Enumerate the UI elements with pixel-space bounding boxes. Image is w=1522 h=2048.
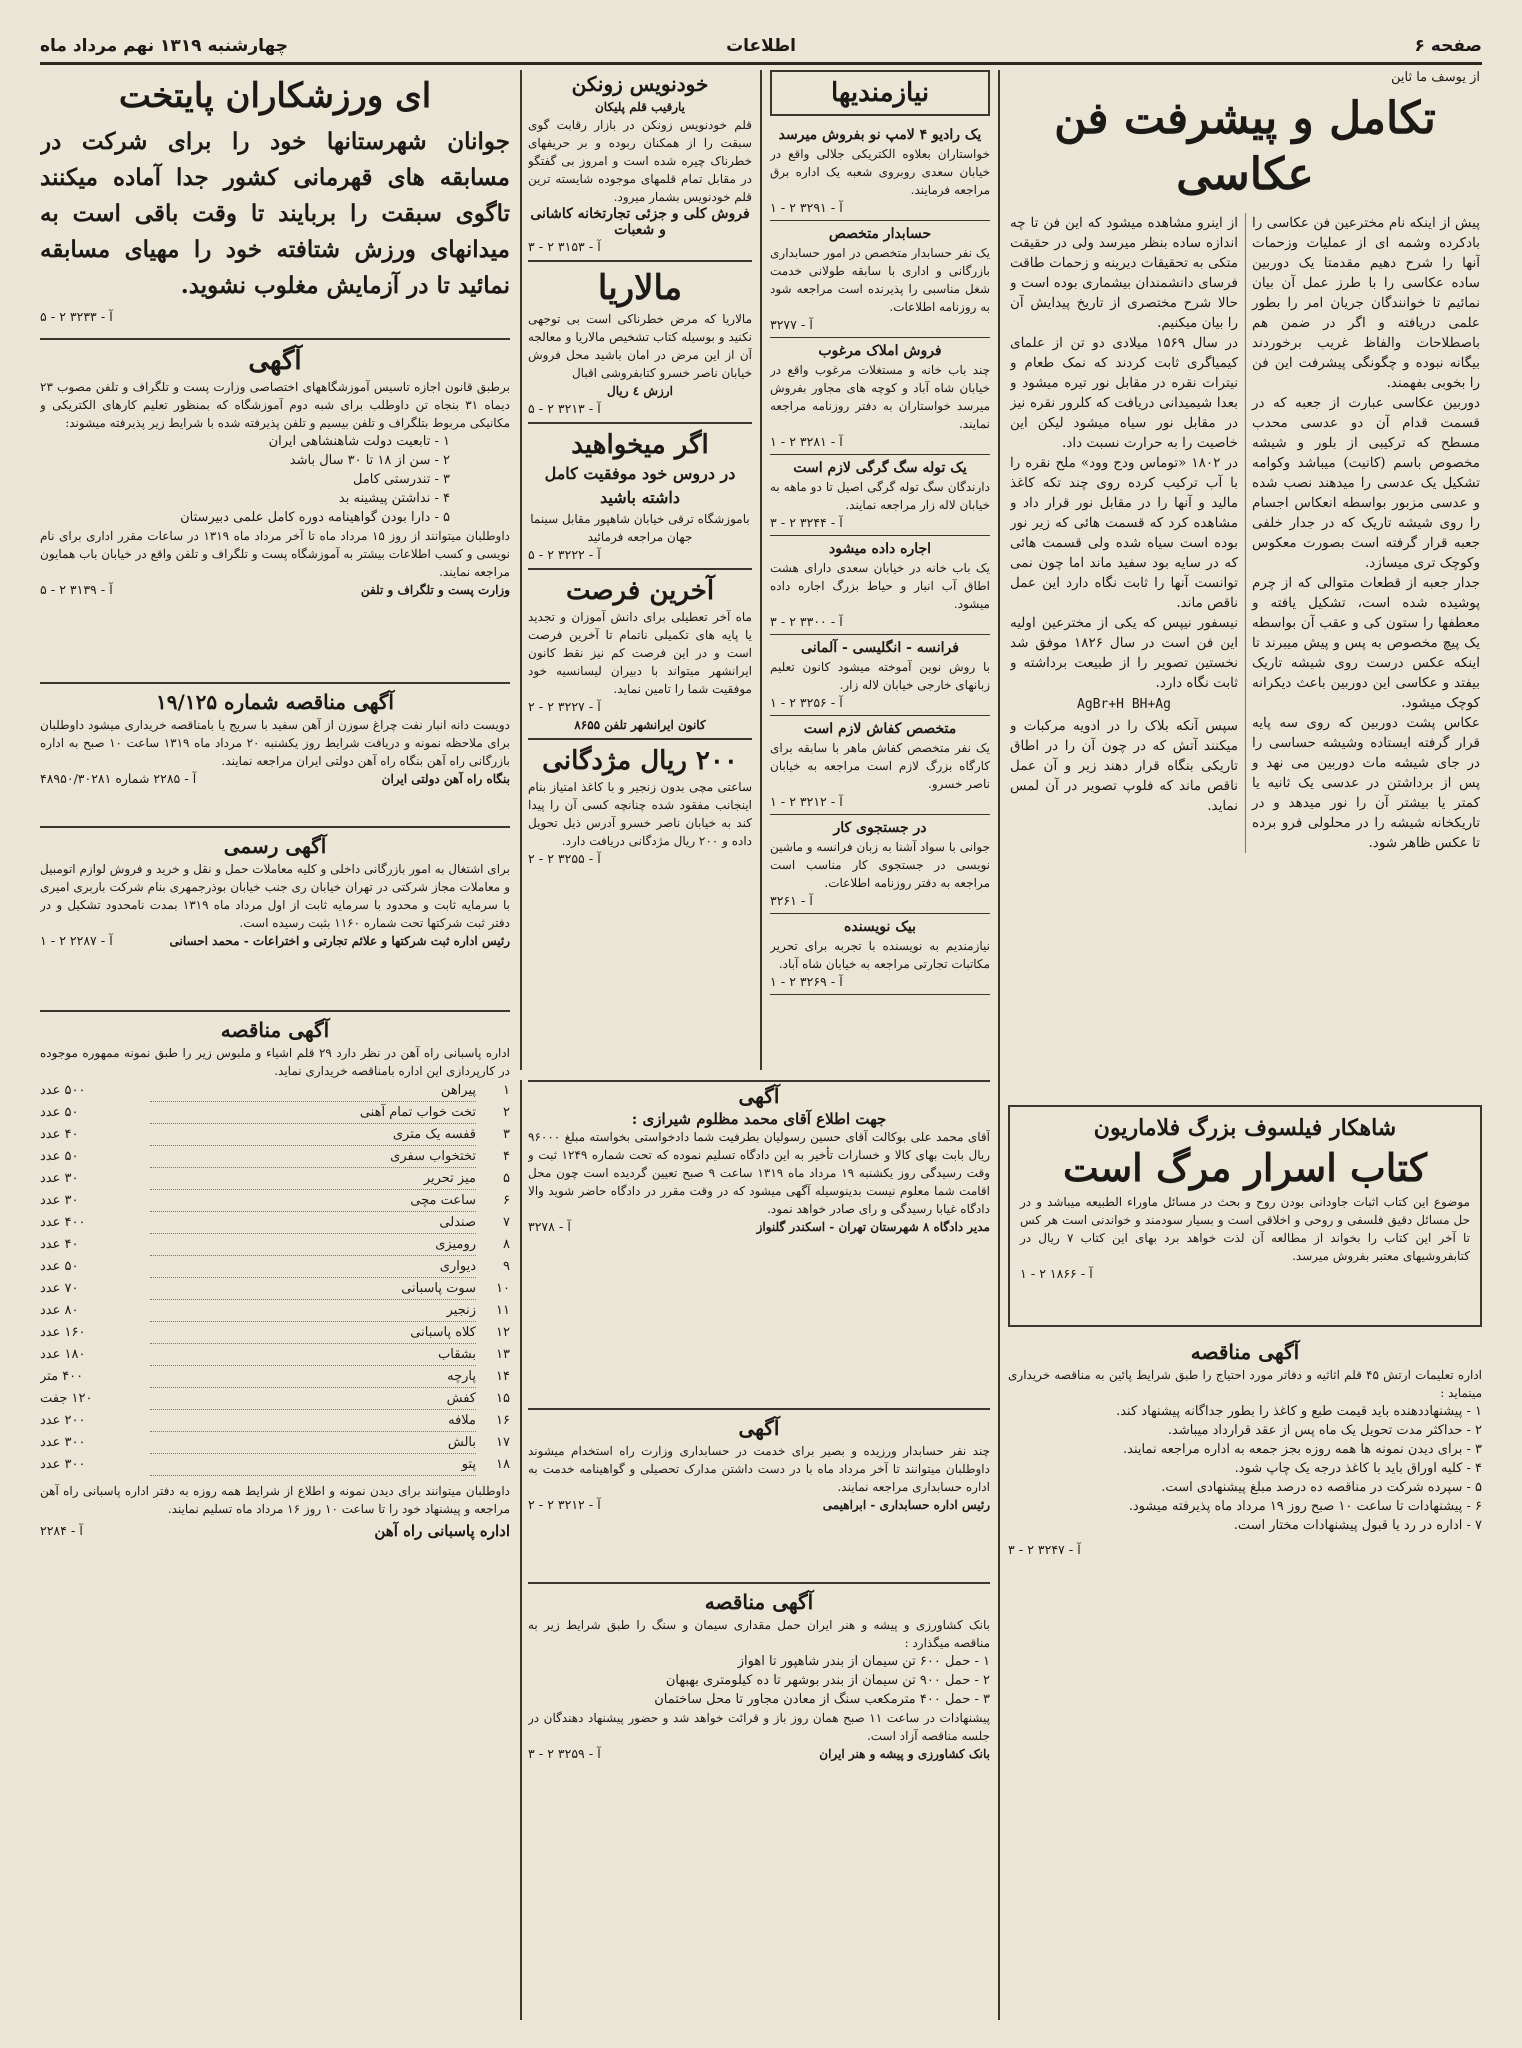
issue-date: چهارشنبه ۱۳۱۹ نهم مرداد ماه [40, 36, 289, 56]
exam-ad-code: آ - ۳۲۲۲ ۲ - ۵ [528, 547, 601, 562]
needs-item-code: آ - ۳۲۵۶ ۲ - ۱ [770, 695, 843, 710]
needs-item-title: فرانسه - انگلیسی - آلمانی [801, 640, 959, 656]
tender-left-row [40, 1278, 510, 1300]
notice-bank-sign: بانک کشاورزی و پیشه و هنر ایران [819, 1747, 990, 1761]
chemical-formula: AgBr+H BH+Ag [1077, 697, 1171, 712]
tender-left-row-number: ۱۶ [496, 1413, 510, 1428]
needs-item [770, 221, 990, 338]
article-paragraph: دوربین عکاسی عبارت از جعبه که در قسمت قدام آن دو عدسی محدب مسطح که ترکیبی از بلور و شیشه مخصوص باسم (کانیت) میباشد وکوامه تشکیل یک عدسی را میدهند نصب شده و عدسی مزبور بواسطه انعکاس اجسام را روی شیشه تاریک که در جدار خلفی جعبه قرار گرفته است بصورت معکوس وکوچک تری میسازد. [1252, 395, 1480, 571]
tender-left-row-qty: ۵۰ عدد [40, 1149, 79, 1164]
needs-item-title: یک توله سگ گرگی لازم است [793, 460, 967, 476]
book-ad-body: موضوع این کتاب اثبات جاودانی بودن روح و بحث در مسائل ماوراء الطبیعه میباشد و در حل مسائل دقیق فلسفی و روحی و اخلاقی است و بسیار سودمند و خواندنی است هر کس تا آخر این کتاب را بخواند از مطالعه آن لذت خواهد برد بهای این کتاب ۷ ریال در کتابفروشیهای معتبر بفروش میرسد. [1020, 1195, 1470, 1263]
malaria-ad-body: مالاریا که مرض خطرناکی است بی توجهی نکنید و بوسیله کتاب تشخیص مالاریا و معالجه آن از این مرض در امان باشید محل فروش خیابان ناصر خسرو کتابفروشی اقبال [528, 312, 752, 380]
photo-article [1010, 70, 1480, 1100]
tender-left-row-number: ۴ [503, 1149, 510, 1164]
notice-bank-body: بانک کشاورزی و پیشه و هنر ایران حمل مقداری سیمان و سنگ را طبق شرایط زیر به مناقصه میگذارد : [528, 1618, 990, 1650]
tender-left-row-qty: ۷۰ عدد [40, 1281, 79, 1296]
sports-ad [40, 70, 510, 340]
tender-right-item: ۳ - برای دیدن نمونه ها همه روزه بجز جمعه به اداره مراجعه نمایند. [1123, 1442, 1482, 1457]
opportunity-ad-sign: کانون ایرانشهر تلفن ۸۶۵۵ [574, 718, 706, 732]
telecom-condition: ۲ - سن از ۱۸ تا ۳۰ سال باشد [289, 453, 450, 468]
notice-accountant-sign: رئیس اداره حسابداری - ابراهیمی [822, 1498, 990, 1512]
tender-left-code: آ - ۲۲۸۴ [40, 1523, 83, 1538]
tender-left-row [40, 1432, 510, 1454]
tender-left-row-number: ۱۱ [496, 1303, 510, 1318]
notice-mazloom-sign: مدیر دادگاه ۸ شهرستان تهران - اسکندر گلنواز [756, 1220, 990, 1234]
tender-left-row-name: صندلی [150, 1212, 476, 1234]
tender-left-row [40, 1256, 510, 1278]
needs-item [770, 815, 990, 914]
needs-item-title: در جستجوی کار [833, 820, 927, 836]
column-rule [520, 1080, 522, 2020]
needs-item [770, 455, 990, 536]
needs-item [770, 338, 990, 455]
telecom-condition: ۳ - تندرستی کامل [352, 472, 450, 487]
book-ad-small-title: شاهکار فیلسوف بزرگ فلاماریون [1093, 1115, 1397, 1141]
exam-ad-body: در دروس خود موفقیت کامل داشته باشید [544, 464, 736, 507]
column-rule [998, 1100, 1000, 2020]
column-rule [998, 70, 1000, 1100]
sports-ad-title: ای ورزشکاران پایتخت [118, 76, 432, 116]
tender-left-row-name: تختخواب سفری [150, 1146, 476, 1168]
tender-left-row [40, 1124, 510, 1146]
official-ad-title: آگهی رسمی [223, 834, 327, 858]
reward-ad-body: ساعتی مچی بدون زنجیر و با کاغذ امتیاز بنام اینجانب مفقود شده چنانچه کسی آن را پیدا کند به خیابان ناصر خسرو آدرس ذیل تحویل داده و ۲۰۰ ریال مژدگانی دریافت دارد. [528, 780, 752, 848]
sports-ad-body: جوانان شهرستانها خود را برای شرکت در مسابقه های قهرمانی کشور جدا آماده میکنند تاگوی سبقت را بربایند تا وقت باقی است به میدانهای ورزش شتافته خود را مهیای مسابقه نمائید تا در آزمایش مغلوب نشوید. [40, 128, 510, 299]
tender-right [1008, 1338, 1482, 2020]
tender-left-row [40, 1344, 510, 1366]
tender-left-row-name: رومیزی [150, 1234, 476, 1256]
column-rule [760, 70, 762, 1070]
pen-ad-subtitle: یارقیب قلم پلیکان [594, 100, 685, 114]
exam-ad [528, 424, 752, 570]
tender-left-row-number: ۱۴ [496, 1369, 510, 1384]
tender-left-row-name: کلاه پاسبانی [150, 1322, 476, 1344]
tender-left-row-qty: ۳۰۰ عدد [40, 1435, 86, 1450]
tender-left-row-qty: ۱۲۰ جفت [40, 1391, 93, 1406]
telecom-ad-sign: وزارت پست و تلگراف و تلفن [360, 583, 510, 597]
notice-accountant [528, 1414, 990, 1584]
tender-right-intro: اداره تعلیمات ارتش ۴۵ قلم اثاثیه و دفاتر مورد احتیاج را طبق شرایط پائین به مناقصه خریداری مینماید : [1008, 1368, 1482, 1400]
tender-left-row-qty: ۳۰ عدد [40, 1193, 79, 1208]
tender-left-row [40, 1410, 510, 1432]
tender-left-row-number: ۳ [503, 1127, 510, 1142]
tender-left-row-number: ۹ [503, 1259, 510, 1274]
needs-item-body: دارندگان سگ توله گرگی اصیل تا دو ماهه به خیابان لاله زار مراجعه نمایند. [770, 480, 990, 512]
article-paragraph: در سال ۱۵۶۹ میلادی دو تن از علمای کیمیاگری ثابت کردند که نمک طعام و نیترات نقره در مقابل نور تیره میشود و بعدا شیمیدانی دریافت که کلرور نقره نیز در مقابل نور سیاه میشود لیکن این خاصیت را به حرارت نسبت داد. [1010, 335, 1238, 451]
tender-left-row-number: ۱۰ [496, 1281, 510, 1296]
official-ad [40, 832, 510, 1012]
tender-left-row [40, 1212, 510, 1234]
needs-item-title: بیک نویسنده [844, 919, 916, 935]
paper-name: اطلاعات [726, 36, 796, 56]
book-ad [1008, 1105, 1482, 1327]
needs-item-title: اجاره داده میشود [828, 541, 932, 557]
masthead-rule [40, 62, 1482, 65]
tender-left-row-name: ساعت مچی [150, 1190, 476, 1212]
malaria-ad-price: ارزش ٤ ریال [607, 384, 673, 398]
official-ad-sign: رئیس اداره ثبت شرکتها و علائم تجارتی و اختراعات - محمد احسانی [169, 934, 510, 948]
book-ad-code: آ - ۱۸۶۶ ۲ - ۱ [1020, 1266, 1093, 1281]
rail-ad-title: آگهی مناقصه شماره ۱۹/۱۲۵ [156, 690, 394, 714]
telecom-ad [40, 344, 510, 684]
tender-left-items [40, 1080, 510, 1476]
rail-ad-code: آ - ۲۲۸۵ شماره ۴۸۹۵۰/۳۰۲۸۱ [40, 771, 197, 786]
notice-bank-item: ۳ - حمل ۴۰۰ مترمکعب سنگ از معادن مجاور تا محل ساختمان [654, 1692, 990, 1707]
tender-left-row-name: دیواری [150, 1256, 476, 1278]
needs-item-title: حسابدار متخصص [828, 226, 932, 242]
needs-item-body: یک باب خانه در خیابان سعدی دارای هشت اطاق آب انبار و حیاط بزرگ اجاره داده میشود. [770, 561, 990, 611]
tender-left-row-number: ۱۷ [496, 1435, 510, 1450]
needs-item-body: نیازمندیم به نویسنده با تجربه برای تحریر مکاتبات تجارتی مراجعه به خیابان شاه آباد. [770, 939, 990, 971]
article-paragraph: پیش از اینکه نام مخترعین فن عکاسی را بادکرده وشمه ای از عملیات وزحمات آنها را شرح دهیم مقدمتا یک دوربین ساده عکاسی را با طرز عمل آن بیان نمائیم تا خوانندگان جریان امر را بطور علمی دریافته و اگر در ضمن هم باصطلاحات والفاظ غریب برخوردند بیگانه نبوده و چگونگی پیشرفت این فن را بخوبی بفهمند. [1252, 215, 1480, 391]
needs-item [770, 716, 990, 815]
tender-left-row-name: پتو [150, 1454, 476, 1476]
telecom-ad-conditions [40, 432, 510, 527]
telecom-ad-code: آ - ۳۱۳۹ ۲ - ۵ [40, 582, 113, 597]
needs-item [770, 914, 990, 995]
tender-left-row-number: ۷ [503, 1215, 510, 1230]
tender-right-item: ۷ - اداره در رد یا قبول پیشنهادات مختار است. [1233, 1518, 1482, 1533]
needs-header: نیازمندیها [830, 78, 930, 108]
article-paragraph: نیسفور نیپس که یکی از مخترعین اولیه این فن است در سال ۱۸۲۶ موفق شد نخستین تصویر را از طبیعت برداشته و ثابت نگاه دارد. [1010, 615, 1238, 691]
article-title: تکامل و پیشرفت فن عکاسی [1054, 93, 1436, 200]
malaria-ad-code: آ - ۳۲۱۳ ۲ - ۵ [528, 401, 601, 416]
notice-bank-code: آ - ۳۲۵۹ ۲ - ۳ [528, 1746, 601, 1761]
reward-ad-code: آ - ۳۲۵۵ ۲ - ۲ [528, 851, 601, 866]
tender-right-item: ۲ - حداکثر مدت تحویل یک ماه پس از عقد قرارداد میباشد. [1167, 1423, 1482, 1438]
rail-ad-sign: بنگاه راه آهن دولتی ایران [381, 772, 510, 786]
needs-item-code: آ - ۳۲۶۱ [770, 893, 813, 908]
tender-right-item: ۱ - پیشنهاددهنده باید قیمت طبع و کاغذ را بطور جداگانه پیشنهاد کند. [1116, 1404, 1482, 1419]
tender-left-row [40, 1454, 510, 1476]
tender-left-row-name: ملافه [150, 1410, 476, 1432]
exam-ad-title: اگر میخواهید [571, 430, 709, 460]
tender-left-row-name: زنجیر [150, 1300, 476, 1322]
tender-left-row-name: بشقاب [150, 1344, 476, 1366]
tender-left-row [40, 1234, 510, 1256]
notice-accountant-body: چند نفر حسابدار ورزیده و بصیر برای خدمت در حسابداری وزارت راه استخدام میشوند داوطلبان میتوانند تا آخر مرداد ماه با در دست داشتن مدارک تحصیلی و گواهینامه خدمت به اداره حسابداری مراجعه نمایند. [528, 1444, 990, 1494]
needs-list [770, 122, 990, 995]
needs-item-code: آ - ۳۲۹۱ ۲ - ۱ [770, 200, 843, 215]
tender-left-row-qty: ۸۰ عدد [40, 1303, 79, 1318]
tender-left-row-name: قفسه یک متری [150, 1124, 476, 1146]
tender-left-row-name: پارچه [150, 1366, 476, 1388]
tender-left-row [40, 1366, 510, 1388]
tender-left-row [40, 1080, 510, 1102]
malaria-ad [528, 262, 752, 424]
tender-left-row-qty: ۴۰ عدد [40, 1237, 79, 1252]
opportunity-ad [528, 570, 752, 740]
sports-ad-code: آ - ۳۲۳۳ ۲ - ۵ [40, 309, 113, 324]
pen-ad-code: آ - ۳۱۵۳ ۲ - ۳ [528, 239, 601, 254]
tender-left-row-number: ۱۲ [496, 1325, 510, 1340]
tender-left-row-number: ۲ [503, 1105, 510, 1120]
tender-left-row-qty: ۵۰ عدد [40, 1259, 79, 1274]
needs-item-title: یک رادیو ۴ لامپ نو بفروش میرسد [778, 127, 982, 143]
tender-left-row [40, 1146, 510, 1168]
rail-ad [40, 688, 510, 828]
reward-ad-title: ۲۰۰ ریال مژدگانی [542, 746, 738, 776]
article-paragraph: در ۱۸۰۲ «توماس ودج وود» ملح نقره را با آب ترکیب کرده روی چند تکه کاغذ مالید و آنها را در مقابل نور قرار داد و مشاهده کرد که قسمت هائی که زیر نور بوده است سیاه شده ولی قسمت هائی که در سایه بود سفید ماند اما چون نمی توانست آنها را ثابت نگاه دارد این عمل ناقص ماند. [1010, 455, 1238, 611]
tender-left-row-name: تخت خواب تمام آهنی [150, 1102, 476, 1124]
needs-item-title: فروش املاک مرغوب [818, 343, 942, 359]
notice-mazloom-body: آقای محمد علی بوکالت آقای حسین رسولیان بطرفیت شما دادخواستی بخواسته مبلغ ۹۶۰۰۰ ریال بابت بهای کالا و خسارات تأخیر به این دادگاه تسلیم نموده که تحت شماره ۱۲۴۹ ثبت و وقت رسیدگی روز یکشنبه ۱۹ مرداد ماه ۱۳۱۹ ساعت ۹ صبح تعیین گردیده است چون محل اقامت شما معلوم نیست بدینوسیله آگهی میشود که در وقت مقرر در دادگاه حاضر شوید والا دادگاه غیابا رسیدگی و رای صادر خواهد نمود. [528, 1130, 990, 1216]
tender-left-row [40, 1190, 510, 1212]
notice-accountant-title: آگهی [738, 1416, 780, 1440]
needs-item-body: جوانی با سواد آشنا به زبان فرانسه و ماشین نویسی در جستجوی کار مناسب است مراجعه به دفتر روزنامه اطلاعات. [770, 840, 990, 890]
notice-bank-title: آگهی مناقصه [704, 1590, 814, 1614]
tender-left-row [40, 1300, 510, 1322]
tender-left-row-number: ۱۳ [496, 1347, 510, 1362]
telecom-condition: ۴ - نداشتن پیشینه بد [338, 491, 450, 506]
needs-item-code: آ - ۳۲۸۱ ۲ - ۱ [770, 434, 843, 449]
rail-ad-body: دویست دانه انبار نفت چراغ سوزن از آهن سفید با سریج یا بامناقصه خریداری میشود داوطلبان برای ملاحظه نمونه و دریافت شرایط روز یکشنبه ۲۰ مرداد ماه ۱۳۱۹ ساعت ۱۰ صبح به اداره بازرگانی راه آهن بنگاه راه آهن دولتی ایران مراجعه نمایند. [40, 718, 510, 768]
tender-left-row-qty: ۲۰۰ عدد [40, 1413, 86, 1428]
tender-left-row-qty: ۱۸۰ عدد [40, 1347, 86, 1362]
tender-left [40, 1016, 510, 2020]
needs-header-box [770, 70, 990, 116]
article-paragraph: سپس آنکه بلاک را در ادویه مرکبات و میکنند آتش که در چون آن را در اطاق تاریکی بنگاه قرار دهند زیر و آن عمل ناقص ماند که فلوپ تصویر در آن لمس نماید. [1010, 718, 1238, 814]
tender-left-row-name: بالش [150, 1432, 476, 1454]
tender-left-row-name: کفش [150, 1388, 476, 1410]
needs-item-title: متخصص کفاش لازم است [803, 721, 957, 737]
exam-ad-extra: باموزشگاه ترقی خیابان شاهپور مقابل سینما جهان مراجعه فرمائید [530, 512, 750, 544]
notice-bank-item: ۱ - حمل ۶۰۰ تن سیمان از بندر شاهپور تا اهواز [737, 1654, 990, 1669]
malaria-ad-title: مالاریا [597, 268, 683, 308]
tender-left-row-number: ۱ [503, 1083, 510, 1098]
tender-left-intro: اداره پاسبانی راه آهن در نظر دارد ۲۹ قلم اشیاء و ملبوس زیر را طبق نمونه ممهوره موجوده در کارپردازی این اداره بامناقصه خریداری نماید. [40, 1046, 510, 1078]
tender-left-title: آگهی مناقصه [220, 1018, 330, 1042]
tender-left-row-name: میز تحریر [150, 1168, 476, 1190]
needs-item-body: خواستاران بعلاوه الکتریکی جلالی واقع در خیابان سعدی روبروی شعبه یک اداره برق مراجعه فرمایند. [770, 147, 990, 197]
notice-bank [528, 1588, 990, 2020]
official-ad-body: برای اشتغال به امور بازرگانی داخلی و کلیه معاملات حمل و نقل و خرید و فروش لوازم اتومبیل و معاملات مجاز شرکتی در تهران خیابان ری جنب خیابان بوذرجمهری بنام شرکت باربری امیری با سرمایه ثابت و محدود با سرمایه ثابت از اول مرداد ماه ۱۳۱۹ بمدت نامحدود تشکیل و در دفتر ثبت شرکتها تحت شماره ۱۱۶۰ بثبت رسیده است. [40, 862, 510, 930]
pen-ad [528, 70, 752, 262]
tender-left-row-qty: ۴۰ عدد [40, 1127, 79, 1142]
tender-right-title: آگهی مناقصه [1190, 1340, 1300, 1364]
tender-left-row [40, 1168, 510, 1190]
pen-ad-body: قلم خودنویس زونکن در بازار رقابت گوی سبقت را از همکنان ربوده و بر حریفهای خطرناک چیره شده است و امروز بی گفتگو در مقابل تمام قلمهای موجوده شایسته ترین قلم خودنویس بشمار میرود. [528, 118, 752, 204]
tender-left-row-qty: ۴۰۰ متر [40, 1369, 84, 1384]
tender-left-row-name: پیراهن [150, 1080, 476, 1102]
column-rule [520, 70, 522, 1070]
needs-item-code: آ - ۳۲۶۹ ۲ - ۱ [770, 974, 843, 989]
article-kicker: از یوسف ما ثاین [1391, 70, 1480, 85]
tender-left-row-number: ۸ [503, 1237, 510, 1252]
official-ad-code: آ - ۲۲۸۷ ۲ - ۱ [40, 933, 113, 948]
needs-item [770, 635, 990, 716]
tender-left-row-qty: ۵۰۰ عدد [40, 1083, 86, 1098]
article-paragraph: از اینرو مشاهده میشود که این فن تا چه اندازه ساده بنظر میرسد ولی در حقیقت متکی به تحقیقات دیرینه و زحمات طاقت فرسای دانشمندان بیشماری بوده است و حالا شرح مختصری از تاریخ پیدایش آن را بیان میکنیم. [1010, 215, 1238, 331]
tender-left-row [40, 1322, 510, 1344]
tender-left-row-qty: ۱۶۰ عدد [40, 1325, 86, 1340]
needs-item-code: آ - ۳۲۱۲ ۲ - ۱ [770, 794, 843, 809]
tender-left-sign: اداره پاسبانی راه آهن [374, 1522, 510, 1540]
notice-mazloom [528, 1080, 990, 1410]
tender-right-item: ۶ - پیشنهادات تا ساعت ۱۰ صبح روز ۱۹ مرداد ماه پذیرفته میشود. [1128, 1499, 1482, 1514]
opportunity-ad-body: ماه آخر تعطیلی برای دانش آموزان و تجدید یا پایه های تکمیلی ناتمام تا آخرین فرصت است و در این فرصت کم نیز نقط کانون ایرانشهر میتواند با دبیران لیسانسیه خود موفقیت شما را تامین نماید. [528, 610, 752, 696]
needs-column [770, 70, 990, 1070]
pen-ad-title: خودنویس زونکن [571, 72, 709, 96]
tender-left-row-number: ۱۵ [496, 1391, 510, 1406]
masthead [40, 36, 1482, 62]
telecom-ad-intro: برطبق قانون اجازه تاسیس آموزشگاههای اختصاصی وزارت پست و تلگراف و تلفن مصوب ۲۳ دیماه ۳۱ بنجاه تن داوطلب برای شبه دوم آموزشگاه که بمنظور تعلیم کارهای الکتریکی و مکانیکی مربوط بتلگراف و تلفن بیسیم و تلفن پذیرفته شده با شرایط زیر پذیرفته میشوند: [40, 380, 510, 430]
notice-bank-outro: پیشنهادات در ساعت ۱۱ صبح همان روز باز و قرائت خواهد شد و حضور پیشنهاد دهندگان در جلسه مناقصه آزاد است. [528, 1711, 990, 1743]
tender-left-row-number: ۶ [503, 1193, 510, 1208]
telecom-ad-title: آگهی [248, 346, 302, 376]
notice-accountant-code: آ - ۳۲۱۲ ۲ - ۲ [528, 1497, 601, 1512]
needs-item-body: چند باب خانه و مستغلات مرغوب واقع در خیابان شاه آباد و کوچه های مجاور بفروش میرسد خواستاران به دفتر روزنامه مراجعه نمایند. [770, 363, 990, 431]
telecom-condition: ۵ - دارا بودن گواهینامه دوره کامل علمی دبیرستان [180, 510, 450, 525]
tender-right-code: آ - ۳۲۴۷ ۲ - ۳ [1008, 1542, 1081, 1557]
tender-left-row-number: ۵ [503, 1171, 510, 1186]
notice-bank-item: ۲ - حمل ۹۰۰ تن سیمان از بندر بوشهر تا ده کیلومتری بهبهان [665, 1673, 990, 1688]
tender-left-outro: داوطلبان میتوانند برای دیدن نمونه و اطلاع از شرایط همه روزه به دفتر اداره پاسبانی راه آهن مراجعه و پیشنهاد خود را تا ساعت ۱۰ روز ۱۶ مرداد ماه تسلیم نمایند. [40, 1484, 510, 1516]
needs-item-body: با روش نوین آموخته میشود کانون تعلیم زبانهای خارجی خیابان لاله زار. [770, 660, 990, 692]
notice-mazloom-subtitle: جهت اطلاع آقای محمد مظلوم شیرازی : [631, 1110, 887, 1128]
tender-left-row-name: سوت پاسبانی [150, 1278, 476, 1300]
tender-left-row [40, 1388, 510, 1410]
middle-ads-column [528, 70, 752, 1070]
needs-item-body: یک نفر متخصص کفاش ماهر با سابقه برای کارگاه بزرگ لازم است مراجعه به خیابان ناصر خسرو. [770, 741, 990, 791]
needs-item-code: آ - ۳۲۷۷ [770, 317, 813, 332]
notice-bank-items [528, 1652, 990, 1709]
article-paragraph: عکاس پشت دوربین که روی سه پایه قرار گرفته ایستاده وشیشه حساسی را در جای شیشه مات دوربین می نهد و پس از برداشتن در عدسی یک ثانیه یا کمتر یا بیشتر آن را نور میدهد و در تاریکخانه شیشه را در محلولی فرو برده تا عکس ظاهر شود. [1252, 715, 1480, 851]
tender-left-row [40, 1102, 510, 1124]
tender-left-row-qty: ۳۰۰ عدد [40, 1457, 86, 1472]
telecom-ad-outro: داوطلبان میتوانند از روز ۱۵ مرداد ماه تا آخر مرداد ماه ۱۳۱۹ در ساعات مقرر اداری برای نام نویسی و کسب اطلاعات بیشتر به آموزشگاه پست و تلگراف و تلفن واقع در خیابان باب همایون مراجعه نمایند. [40, 529, 510, 579]
needs-item-code: آ - ۳۳۰۰ ۲ - ۳ [770, 614, 843, 629]
needs-item [770, 122, 990, 221]
tender-right-item: ۴ - کلیه اوراق باید با کاغذ درجه یک چاپ شود. [1234, 1461, 1482, 1476]
tender-left-row-qty: ۵۰ عدد [40, 1105, 79, 1120]
opportunity-ad-code: آ - ۳۲۲۷ ۲ - ۲ [528, 699, 601, 714]
reward-ad [528, 740, 752, 872]
article-paragraph: جدار جعبه از قطعات متوالی که از چرم پوشیده شده است، تشکیل یافته و معطفها را ستون کی و عقب آن بواسطه یک پیچ مخصوص به پس و پیش میبرند تا اینکه عکس درست روی شیشه تاریک بیفتد و عکاسی این دوربین باعث دیکرانه کوچک میشود. [1252, 575, 1480, 711]
needs-item-code: آ - ۳۲۴۴ ۲ - ۳ [770, 515, 843, 530]
opportunity-ad-title: آخرین فرصت [565, 576, 715, 606]
needs-item-body: یک نفر حسابدار متخصص در امور حسابداری بازرگانی و اداری با سابقه طولانی خدمت شغل مناسبی را پذیرنده است مراجعه شود به روزنامه اطلاعات. [770, 246, 990, 314]
telecom-condition: ۱ - تابعیت دولت شاهنشاهی ایران [268, 434, 450, 449]
tender-left-row-qty: ۳۰ عدد [40, 1171, 79, 1186]
tender-right-item: ۵ - سپرده شرکت در مناقصه ده درصد مبلغ پیشنهادی است. [1161, 1480, 1482, 1495]
tender-left-row-number: ۱۸ [496, 1457, 510, 1472]
notice-mazloom-code: آ - ۳۲۷۸ [528, 1219, 571, 1234]
tender-right-items [1008, 1402, 1482, 1535]
tender-left-row-qty: ۴۰۰ عدد [40, 1215, 86, 1230]
needs-item [770, 536, 990, 635]
notice-mazloom-title: آگهی [738, 1084, 780, 1108]
book-ad-title: کتاب اسرار مرگ است [1063, 1145, 1427, 1190]
page-number: صفحه ۶ [1414, 36, 1482, 56]
pen-ad-extra: فروش کلی و جزئی تجارتخانه کاشانی و شعبات [530, 206, 750, 238]
